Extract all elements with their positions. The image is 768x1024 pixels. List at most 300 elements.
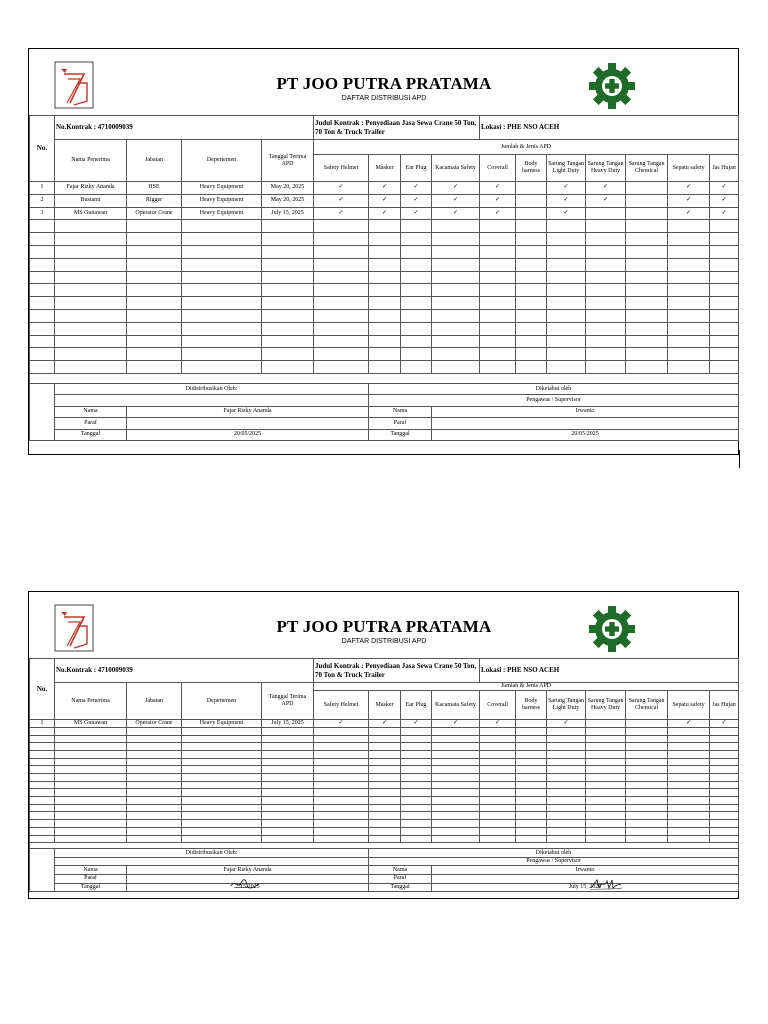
empty-cell <box>668 348 710 361</box>
row-jabatan: Operator Crane <box>127 207 182 220</box>
empty-cell <box>547 750 586 758</box>
table-row <box>30 766 739 774</box>
row-nama: Fajar Rizky Ananda <box>55 182 127 195</box>
check-mark-icon: ✓ <box>586 194 626 207</box>
empty-cell <box>480 812 516 820</box>
check-mark-icon: ✓ <box>710 207 739 220</box>
tanggal-label: Tanggal <box>369 429 432 440</box>
empty-cell <box>401 774 432 782</box>
check-mark-icon: ✓ <box>401 194 432 207</box>
empty-cell <box>314 835 369 843</box>
row-no: 3 <box>30 207 55 220</box>
empty-cell <box>516 233 547 246</box>
empty-cell <box>516 835 547 843</box>
empty-cell <box>401 820 432 828</box>
contract-info-row <box>30 659 739 683</box>
tanggal-label: Tanggal <box>55 429 127 440</box>
empty-cell <box>547 297 586 310</box>
empty-check-cell <box>626 194 668 207</box>
empty-cell <box>55 774 127 782</box>
empty-cell <box>547 774 586 782</box>
header-apd-item: Body harness <box>516 691 547 720</box>
table-row <box>30 245 739 258</box>
empty-cell <box>710 727 739 735</box>
empty-cell <box>480 322 516 335</box>
header-apd-item: Sarung Tangan Light Duty <box>547 691 586 720</box>
empty-cell <box>262 797 314 805</box>
distributed-by-label: Didistribusikan Oleh: <box>55 849 369 858</box>
empty-cell <box>710 322 739 335</box>
header-tanggal: Tanggal Terima APD <box>262 683 314 720</box>
empty-cell <box>626 245 668 258</box>
empty-cell <box>127 284 182 297</box>
empty-cell <box>480 361 516 374</box>
empty-cell <box>182 297 262 310</box>
empty-cell <box>432 797 480 805</box>
table-row <box>30 720 739 728</box>
empty-cell <box>30 781 55 789</box>
distributor-date: 7/15/2025 <box>127 883 369 892</box>
empty-cell <box>480 220 516 233</box>
empty-cell <box>262 827 314 835</box>
empty-cell <box>626 797 668 805</box>
empty-cell <box>547 827 586 835</box>
empty-cell <box>480 804 516 812</box>
empty-cell <box>55 220 127 233</box>
table-row <box>30 220 739 233</box>
empty-cell <box>30 271 55 284</box>
empty-cell <box>668 727 710 735</box>
empty-cell <box>55 284 127 297</box>
empty-cell <box>668 797 710 805</box>
empty-cell <box>432 750 480 758</box>
check-mark-icon: ✓ <box>314 207 369 220</box>
footer-tanggal-row <box>30 429 739 440</box>
paraf-label: Paraf <box>55 418 127 429</box>
header-jumlah-jenis: Jumlah & Jenis APD <box>314 140 739 155</box>
empty-cell <box>401 781 432 789</box>
empty-cell <box>516 743 547 751</box>
empty-cell <box>668 743 710 751</box>
empty-cell <box>710 271 739 284</box>
empty-cell <box>668 781 710 789</box>
empty-cell <box>127 743 182 751</box>
empty-cell <box>586 727 626 735</box>
empty-cell <box>369 284 401 297</box>
empty-cell <box>369 258 401 271</box>
empty-cell <box>314 750 369 758</box>
check-mark-icon: ✓ <box>432 194 480 207</box>
empty-cell <box>626 789 668 797</box>
empty-cell <box>314 735 369 743</box>
row-tanggal: July 15, 2025 <box>262 207 314 220</box>
empty-cell <box>369 789 401 797</box>
supervisor-label: Pengawas / Supervisor <box>369 395 739 406</box>
empty-cell <box>586 335 626 348</box>
empty-cell <box>262 348 314 361</box>
tanggal-label: Tanggal <box>369 883 432 892</box>
empty-cell <box>516 297 547 310</box>
empty-cell <box>516 812 547 820</box>
empty-cell <box>314 361 369 374</box>
empty-cell <box>262 271 314 284</box>
empty-cell <box>401 804 432 812</box>
empty-cell <box>30 727 55 735</box>
empty-cell <box>710 750 739 758</box>
table-row <box>30 297 739 310</box>
empty-cell <box>401 335 432 348</box>
distributor-paraf <box>127 418 369 429</box>
empty-cell <box>30 789 55 797</box>
empty-cell <box>710 804 739 812</box>
empty-cell <box>668 309 710 322</box>
empty-cell <box>710 827 739 835</box>
empty-cell <box>30 743 55 751</box>
empty-cell <box>586 750 626 758</box>
empty-cell <box>668 804 710 812</box>
table-row <box>30 233 739 246</box>
empty-cell <box>516 820 547 828</box>
empty-cell <box>516 804 547 812</box>
empty-cell <box>432 735 480 743</box>
empty-cell <box>401 727 432 735</box>
empty-cell <box>668 789 710 797</box>
empty-cell <box>516 781 547 789</box>
empty-cell <box>401 827 432 835</box>
empty-cell <box>314 284 369 297</box>
empty-cell <box>710 220 739 233</box>
empty-cell <box>369 348 401 361</box>
empty-cell <box>127 758 182 766</box>
empty-cell <box>127 258 182 271</box>
empty-cell <box>586 835 626 843</box>
apd-table <box>29 115 739 441</box>
empty-cell <box>30 258 55 271</box>
empty-cell <box>401 258 432 271</box>
check-mark-icon: ✓ <box>710 720 739 728</box>
check-mark-icon: ✓ <box>369 207 401 220</box>
empty-cell <box>586 774 626 782</box>
empty-cell <box>369 804 401 812</box>
empty-cell <box>127 322 182 335</box>
nama-label: Nama <box>55 406 127 417</box>
nama-label: Nama <box>369 866 432 875</box>
header-apd-item: Sarung Tangan Chemical <box>626 691 668 720</box>
row-jabatan: Rigger <box>127 194 182 207</box>
empty-cell <box>314 220 369 233</box>
empty-check-cell <box>586 720 626 728</box>
empty-cell <box>369 297 401 310</box>
empty-cell <box>127 335 182 348</box>
empty-cell <box>369 735 401 743</box>
empty-cell <box>516 348 547 361</box>
apd-form-2 <box>28 591 739 899</box>
row-nama: Bustami <box>55 194 127 207</box>
empty-cell <box>626 322 668 335</box>
empty-cell <box>668 827 710 835</box>
empty-cell <box>314 766 369 774</box>
known-by-label: Diketahui oleh <box>369 849 739 858</box>
check-mark-icon: ✓ <box>314 182 369 195</box>
check-mark-icon: ✓ <box>401 720 432 728</box>
empty-cell <box>432 758 480 766</box>
supervisor-label: Pengawas / Supervisor <box>369 857 739 866</box>
empty-cell <box>516 220 547 233</box>
table-row <box>30 348 739 361</box>
table-row <box>30 194 739 207</box>
empty-cell <box>127 309 182 322</box>
empty-cell <box>480 827 516 835</box>
empty-cell <box>516 335 547 348</box>
empty-cell <box>626 258 668 271</box>
empty-cell <box>586 361 626 374</box>
empty-cell <box>668 297 710 310</box>
header-apd-item: Sepatu safety <box>668 691 710 720</box>
empty-cell <box>626 781 668 789</box>
empty-cell <box>626 812 668 820</box>
table-row <box>30 284 739 297</box>
empty-check-cell <box>586 207 626 220</box>
empty-cell <box>127 361 182 374</box>
page-edge-line <box>739 450 740 468</box>
empty-check-cell <box>516 207 547 220</box>
footer-paraf-row <box>30 874 739 883</box>
empty-cell <box>710 284 739 297</box>
check-mark-icon: ✓ <box>480 207 516 220</box>
empty-cell <box>30 245 55 258</box>
empty-cell <box>480 750 516 758</box>
empty-cell <box>516 797 547 805</box>
empty-cell <box>127 220 182 233</box>
empty-cell <box>710 797 739 805</box>
empty-cell <box>432 781 480 789</box>
empty-cell <box>262 245 314 258</box>
empty-cell <box>127 789 182 797</box>
empty-cell <box>369 835 401 843</box>
header-apd-item: Coverall <box>480 691 516 720</box>
footer-supervisor-row <box>30 857 739 866</box>
header-jumlah-jenis: Jumlah & Jenis APD <box>314 683 739 691</box>
empty-cell <box>369 781 401 789</box>
empty-cell <box>314 797 369 805</box>
empty-cell <box>668 284 710 297</box>
empty-cell <box>626 774 668 782</box>
table-row <box>30 727 739 735</box>
empty-cell <box>480 258 516 271</box>
empty-cell <box>401 271 432 284</box>
empty-cell <box>432 774 480 782</box>
empty-cell <box>586 233 626 246</box>
footer-nama-row <box>30 866 739 875</box>
empty-cell <box>127 297 182 310</box>
empty-cell <box>30 750 55 758</box>
empty-cell <box>30 361 55 374</box>
empty-cell <box>262 233 314 246</box>
empty-cell <box>55 804 127 812</box>
empty-cell <box>127 835 182 843</box>
row-departemen: Heavy Equipment <box>182 207 262 220</box>
empty-cell <box>480 727 516 735</box>
empty-cell <box>547 820 586 828</box>
empty-cell <box>432 284 480 297</box>
empty-cell <box>547 335 586 348</box>
footer-paraf-row <box>30 418 739 429</box>
distributed-by-label: Didistribusikan Oleh: <box>55 383 369 394</box>
empty-cell <box>182 812 262 820</box>
empty-cell <box>432 245 480 258</box>
empty-cell <box>55 348 127 361</box>
empty-cell <box>586 735 626 743</box>
header-apd-item: Jas Hujan <box>710 155 739 182</box>
empty-cell <box>668 335 710 348</box>
empty-cell <box>262 284 314 297</box>
check-mark-icon: ✓ <box>547 182 586 195</box>
empty-cell <box>432 233 480 246</box>
check-mark-icon: ✓ <box>432 182 480 195</box>
empty-cell <box>262 812 314 820</box>
empty-cell <box>586 220 626 233</box>
empty-cell <box>55 820 127 828</box>
check-mark-icon: ✓ <box>432 207 480 220</box>
empty-cell <box>369 820 401 828</box>
empty-cell <box>626 233 668 246</box>
supervisor-name: Irwanto <box>432 406 739 417</box>
empty-cell <box>547 743 586 751</box>
header-apd-item: Masker <box>369 691 401 720</box>
empty-cell <box>30 335 55 348</box>
empty-cell <box>262 727 314 735</box>
empty-cell <box>547 789 586 797</box>
empty-cell <box>401 284 432 297</box>
empty-cell <box>668 750 710 758</box>
empty-cell <box>55 297 127 310</box>
empty-cell <box>710 820 739 828</box>
empty-cell <box>369 245 401 258</box>
empty-cell <box>55 271 127 284</box>
header-apd-item: Sarung Tangan Light Duty <box>547 155 586 182</box>
empty-cell <box>127 797 182 805</box>
header-apd-item: Jas Hujan <box>710 691 739 720</box>
empty-cell <box>262 309 314 322</box>
empty-cell <box>182 335 262 348</box>
footer-margin-cell <box>30 383 55 440</box>
table-row <box>30 182 739 195</box>
empty-cell <box>710 309 739 322</box>
empty-cell <box>432 820 480 828</box>
empty-cell <box>668 258 710 271</box>
location: Lokasi : PHE NSO ACEH <box>480 659 739 683</box>
column-header-row <box>30 683 739 691</box>
empty-cell <box>710 361 739 374</box>
empty-cell <box>127 271 182 284</box>
empty-cell <box>480 735 516 743</box>
apd-table <box>29 658 739 892</box>
empty-cell <box>30 309 55 322</box>
empty-cell <box>586 827 626 835</box>
empty-cell <box>401 309 432 322</box>
row-jabatan: Operator Crane <box>127 720 182 728</box>
empty-cell <box>55 827 127 835</box>
empty-cell <box>182 789 262 797</box>
location: Lokasi : PHE NSO ACEH <box>480 116 739 140</box>
footer-heading-row <box>30 383 739 394</box>
header-apd-item: Kacamata Safety <box>432 691 480 720</box>
k3-safety-gear-icon <box>587 604 637 654</box>
empty-cell <box>586 309 626 322</box>
empty-cell <box>55 797 127 805</box>
row-no: 2 <box>30 194 55 207</box>
supervisor-date: 20/05/2025 <box>432 429 739 440</box>
empty-cell <box>480 245 516 258</box>
header-apd-item: Safety Helmet <box>314 691 369 720</box>
empty-cell <box>547 245 586 258</box>
check-mark-icon: ✓ <box>668 720 710 728</box>
empty-cell <box>480 774 516 782</box>
header-apd-item: Sarung Tangan Heavy Duty <box>586 691 626 720</box>
distributor-name: Fajar Rizky Ananda <box>127 406 369 417</box>
empty-cell <box>314 233 369 246</box>
empty-cell <box>314 258 369 271</box>
header-no: No. <box>30 659 55 720</box>
empty-cell <box>668 220 710 233</box>
empty-cell <box>369 233 401 246</box>
contract-title: Judul Kontrak : Penyediaan Jasa Sewa Crane 50 Ton, 70 Ton & Truck Trailer <box>314 659 480 683</box>
empty-cell <box>30 758 55 766</box>
check-mark-icon: ✓ <box>369 182 401 195</box>
column-header-row <box>30 140 739 155</box>
footer-nama-row <box>30 406 739 417</box>
empty-cell <box>401 743 432 751</box>
empty-cell <box>516 750 547 758</box>
empty-cell <box>586 348 626 361</box>
empty-cell <box>369 271 401 284</box>
header-apd-item: Sarung Tangan Heavy Duty <box>586 155 626 182</box>
empty-cell <box>182 245 262 258</box>
empty-cell <box>182 233 262 246</box>
empty-cell <box>432 727 480 735</box>
table-row <box>30 820 739 828</box>
empty-cell <box>432 812 480 820</box>
empty-cell <box>401 361 432 374</box>
empty-cell <box>516 774 547 782</box>
nama-label: Nama <box>55 866 127 875</box>
check-mark-icon: ✓ <box>480 182 516 195</box>
footer-tanggal-row <box>30 883 739 892</box>
supervisor-paraf <box>432 418 739 429</box>
check-mark-icon: ✓ <box>369 720 401 728</box>
header-jabatan: Jabatan <box>127 140 182 182</box>
empty-cell <box>710 735 739 743</box>
empty-cell <box>401 245 432 258</box>
empty-cell <box>127 827 182 835</box>
empty-cell <box>262 220 314 233</box>
empty-cell <box>401 750 432 758</box>
empty-cell <box>586 297 626 310</box>
empty-cell <box>480 335 516 348</box>
header-departemen: Depertemen <box>182 140 262 182</box>
empty-cell <box>480 758 516 766</box>
known-by-label: Diketahui oleh <box>369 383 739 394</box>
empty-cell <box>432 804 480 812</box>
row-departemen: Heavy Equipment <box>182 720 262 728</box>
row-departemen: Heavy Equipment <box>182 182 262 195</box>
empty-cell <box>262 789 314 797</box>
empty-cell <box>586 797 626 805</box>
empty-cell <box>30 827 55 835</box>
empty-cell <box>30 284 55 297</box>
empty-cell <box>710 766 739 774</box>
empty-cell <box>516 271 547 284</box>
